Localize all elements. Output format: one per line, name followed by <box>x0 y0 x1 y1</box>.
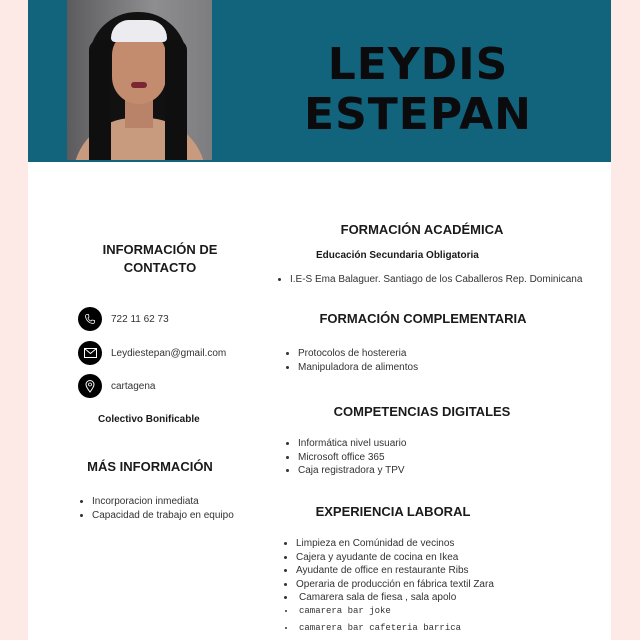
competencias-digitales-list <box>284 437 406 478</box>
experiencia-laboral-title: EXPERIENCIA LABORAL <box>315 504 471 519</box>
colectivo-label: Colectivo Bonificable <box>98 414 200 425</box>
phone-number: 722 11 62 73 <box>111 313 169 325</box>
photo-headband <box>111 20 167 42</box>
list-item: • camarera bar cafeteria barrica <box>296 622 494 636</box>
resume-page <box>28 0 611 640</box>
formacion-academica-list <box>276 273 582 287</box>
formacion-complementaria-list <box>284 347 418 374</box>
mas-info-title: MÁS INFORMACIÓN <box>87 459 213 474</box>
contact-title <box>80 241 240 277</box>
location-icon <box>78 374 102 398</box>
contact-email <box>78 340 226 366</box>
photo-lips <box>131 82 147 88</box>
list-item: • Incorporacion inmediata <box>92 495 234 509</box>
full-name <box>268 40 568 140</box>
phone-icon <box>78 307 102 331</box>
mail-icon <box>78 341 102 365</box>
last-name: ESTEPAN <box>304 89 532 140</box>
location-text: cartagena <box>111 380 156 392</box>
competencias-digitales-title: COMPETENCIAS DIGITALES <box>333 404 511 419</box>
list-item: • Manipuladora de alimentos <box>298 361 418 375</box>
email-address: Leydiestepan@gmail.com <box>111 347 227 359</box>
list-item: • Protocolos de hostereria <box>298 347 418 361</box>
list-item: • Limpieza en Comúnidad de vecinos <box>296 537 494 551</box>
photo-hair-right <box>165 40 187 160</box>
formacion-complementaria-title: FORMACIÓN COMPLEMENTARIA <box>319 311 527 326</box>
experiencia-laboral-list <box>282 537 494 636</box>
photo-hair-left <box>89 40 111 160</box>
list-item: • Informática nivel usuario <box>298 437 406 451</box>
contact-title-line1: INFORMACIÓN DE <box>102 242 218 257</box>
list-item: • Microsoft office 365 <box>298 451 406 465</box>
contact-title-line2: CONTACTO <box>123 260 197 275</box>
list-item: • Ayudante de office en restaurante Ribs <box>296 564 494 578</box>
first-name: LEYDIS <box>327 39 509 90</box>
formacion-academica-subtitle: Educación Secundaria Obligatoria <box>316 250 479 261</box>
list-item: • Cajera y ayudante de cocina en Ikea <box>296 551 494 565</box>
list-item: • camarera bar joke <box>296 605 494 619</box>
contact-phone <box>78 306 169 332</box>
formacion-academica-title: FORMACIÓN ACADÉMICA <box>340 222 504 237</box>
list-item: • Caja registradora y TPV <box>298 464 406 478</box>
mas-info-list <box>78 495 234 522</box>
resume-header <box>28 0 611 162</box>
list-item: • I.E-S Ema Balaguer. Santiago de los Caballeros Rep. Dominicana <box>290 273 582 287</box>
list-item: • Capacidad de trabajo en equipo <box>92 509 234 523</box>
list-item: • Operaria de producción en fábrica textil Zara <box>296 578 494 592</box>
list-item: • Camarera sala de fiesa , sala apolo <box>296 591 494 605</box>
profile-photo <box>67 0 212 160</box>
contact-location <box>78 373 155 399</box>
